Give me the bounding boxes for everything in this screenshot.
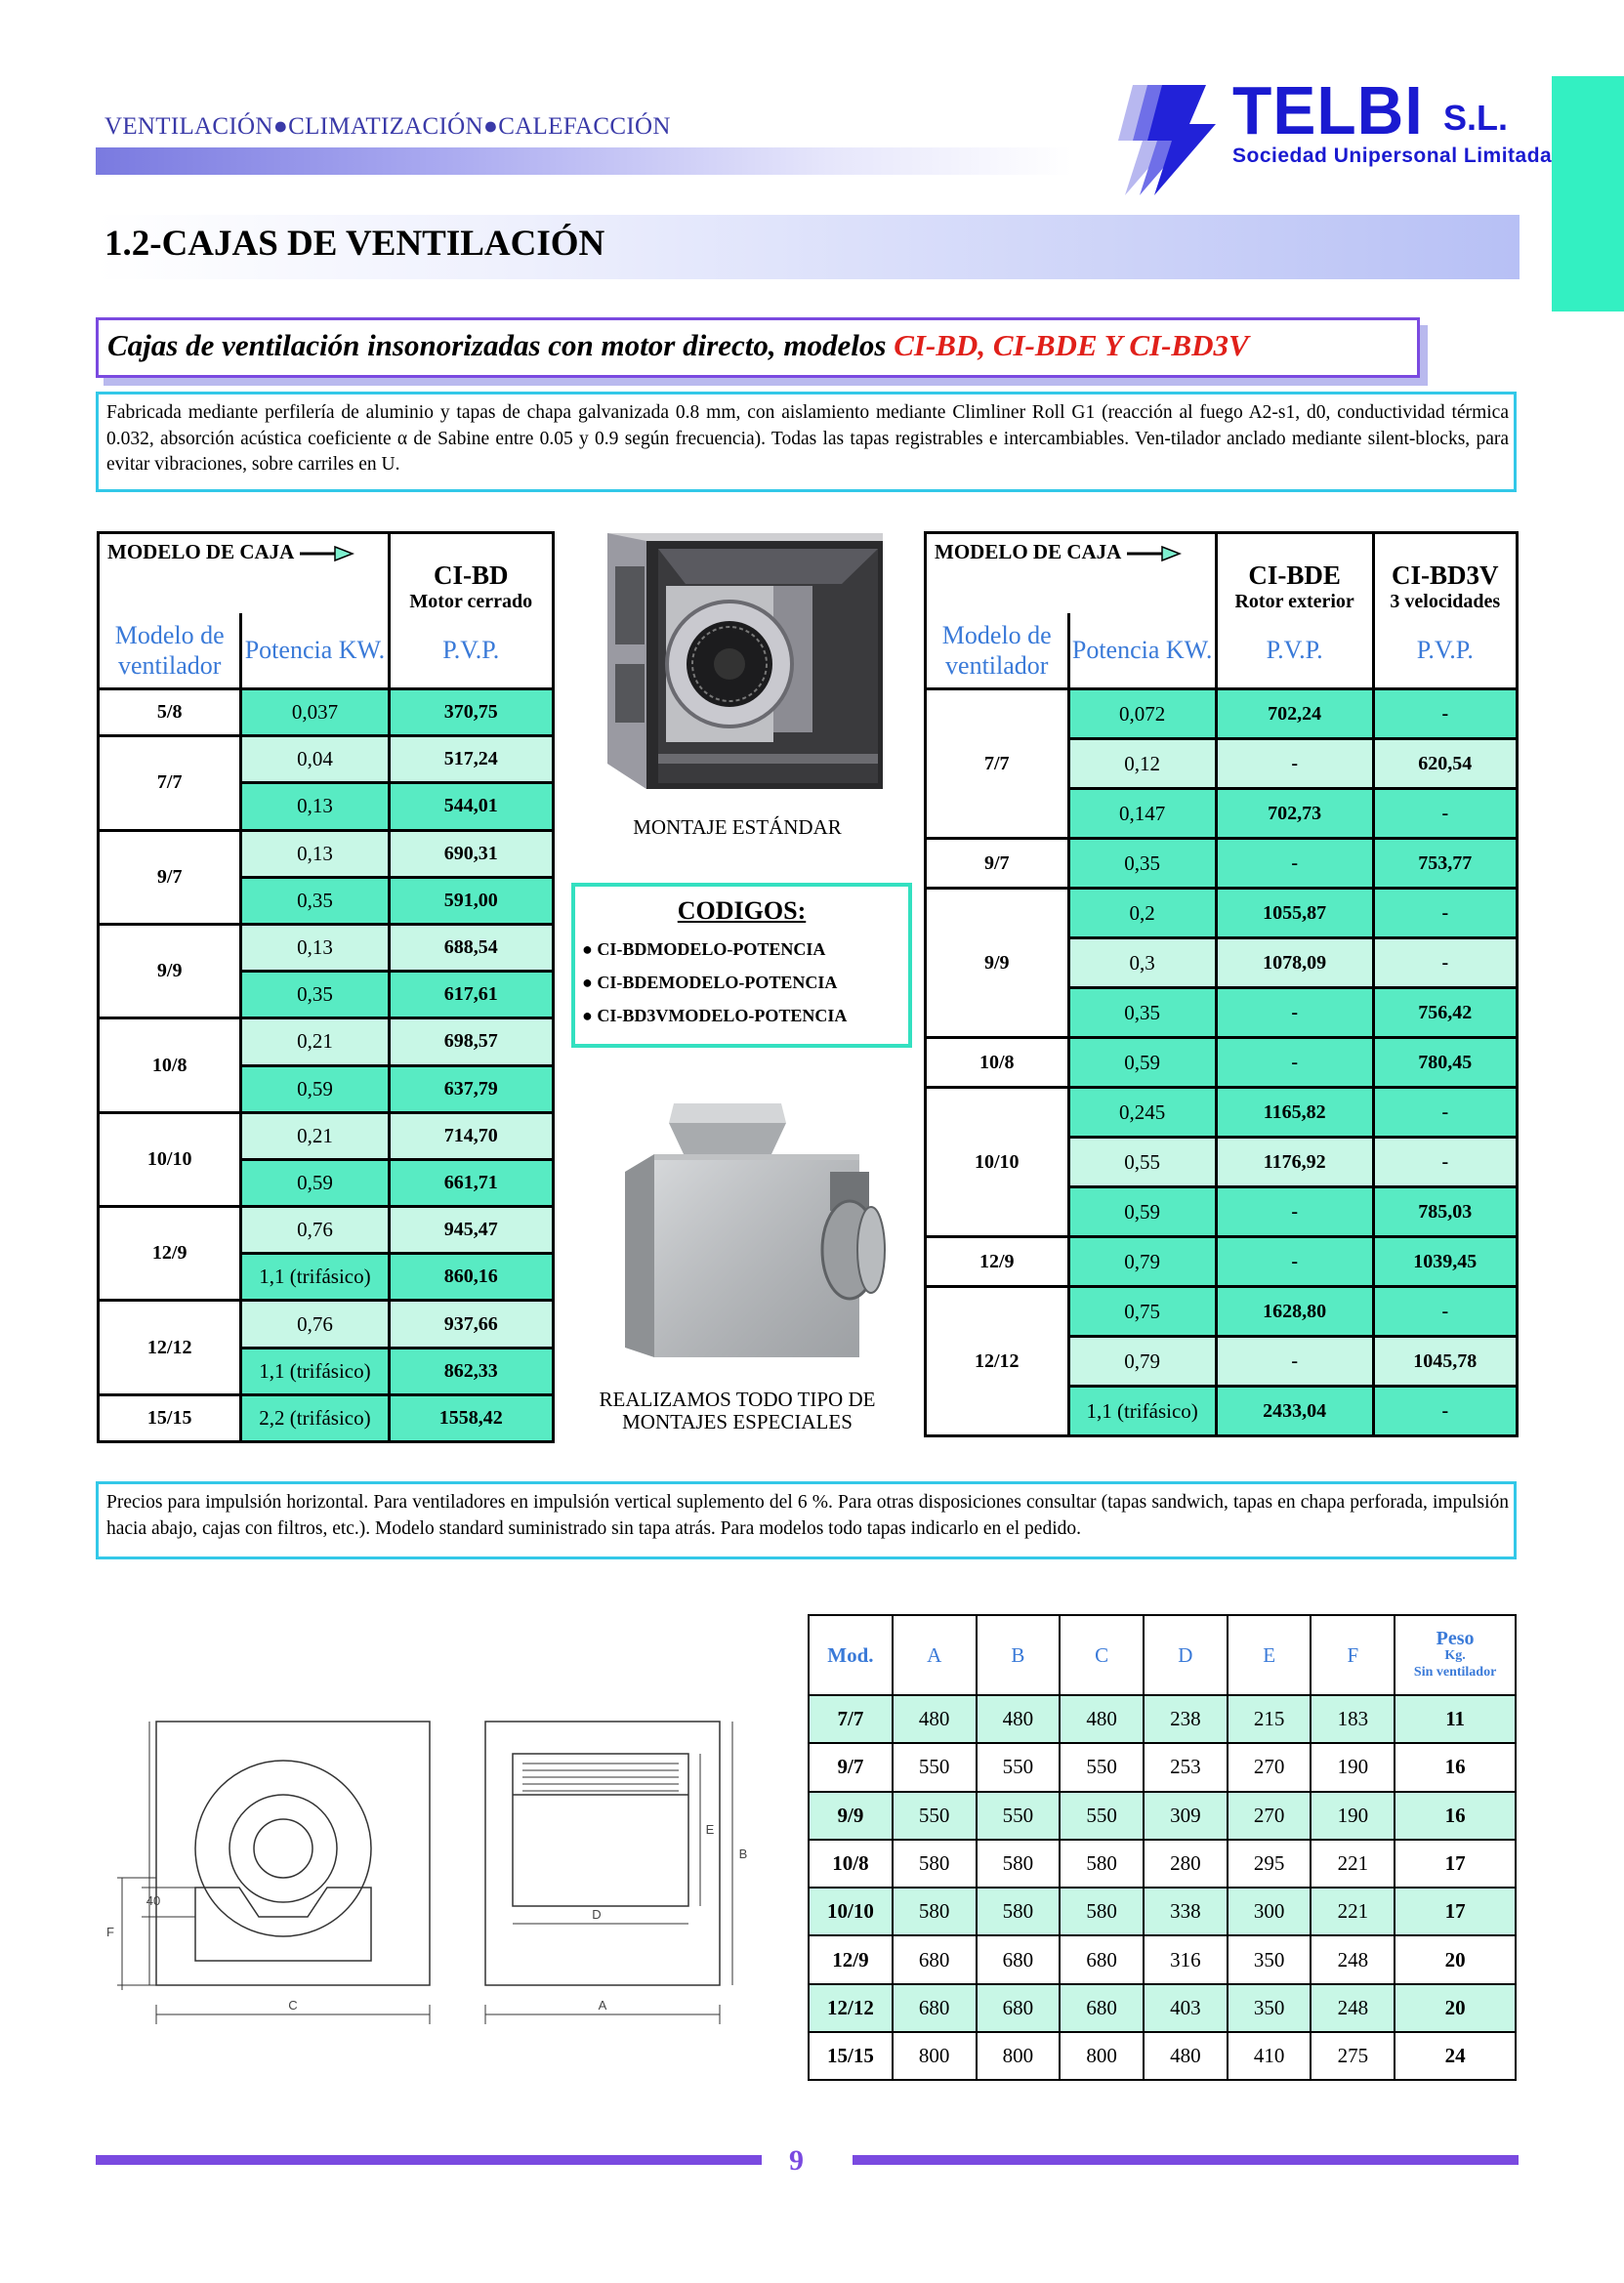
side-tab [1552, 76, 1624, 311]
power-cell: 0,13 [241, 924, 389, 971]
logo-suffix: S.L. [1443, 98, 1509, 138]
dims-header-e: E [1228, 1615, 1312, 1695]
fan-model-cell: 12/12 [99, 1301, 241, 1394]
price-cell: 945,47 [389, 1207, 554, 1254]
fan-model-cell: 9/9 [926, 889, 1069, 1038]
dims-c-cell: 680 [1060, 1984, 1144, 2032]
col-modelo-header: Modelo de ventilador [99, 613, 241, 689]
price-cell-bde: 1165,82 [1216, 1088, 1373, 1138]
dims-f-cell: 221 [1311, 1840, 1395, 1888]
power-cell: 0,75 [1068, 1287, 1216, 1337]
power-cell: 0,59 [1068, 1038, 1216, 1088]
dims-mod-cell: 10/10 [809, 1888, 893, 1935]
header-tagline: VENTILACIÓN●CLIMATIZACIÓN●CALEFACCIÓN [104, 113, 671, 140]
price-cell: 937,66 [389, 1301, 554, 1348]
price-cell: 698,57 [389, 1018, 554, 1065]
dims-weight-cell: 20 [1395, 1984, 1516, 2032]
price-cell-bd3v: - [1373, 889, 1517, 938]
fan-model-cell: 9/7 [926, 839, 1069, 889]
photo-special-caption [571, 1389, 903, 1433]
modelo-caja-label-right: MODELO DE CAJA [926, 533, 1217, 613]
header-bar [96, 147, 1072, 175]
price-cell-bde: 1078,09 [1216, 938, 1373, 988]
dims-weight-cell: 11 [1395, 1695, 1516, 1743]
table-row [99, 830, 554, 877]
fan-model-cell: 10/10 [99, 1112, 241, 1206]
col-pvp1-header: P.V.P. [1216, 613, 1373, 689]
dims-header-b: B [977, 1615, 1061, 1695]
dims-b-cell: 580 [977, 1840, 1061, 1888]
price-cell-bde: 1176,92 [1216, 1138, 1373, 1187]
col-modelo-header: Modelo de ventilador [926, 613, 1069, 689]
price-cell: 591,00 [389, 877, 554, 924]
price-cell-bde: - [1216, 1337, 1373, 1387]
dims-weight-cell: 16 [1395, 1743, 1516, 1791]
fan-model-cell: 10/10 [926, 1088, 1069, 1237]
col-potencia-header: Potencia KW. [1068, 613, 1216, 689]
price-cell: 617,61 [389, 972, 554, 1018]
dims-weight-cell: 17 [1395, 1840, 1516, 1888]
col-potencia-header: Potencia KW. [241, 613, 389, 689]
dims-a-cell: 480 [893, 1695, 977, 1743]
price-cell-bde: 702,73 [1216, 789, 1373, 839]
dims-mod-cell: 15/15 [809, 2032, 893, 2080]
table-row [99, 1207, 554, 1254]
dim-label-d: D [592, 1907, 602, 1922]
dims-row [809, 1935, 1516, 1983]
price-cell-bd3v: - [1373, 938, 1517, 988]
dims-mod-cell: 7/7 [809, 1695, 893, 1743]
dim-label-a: A [598, 1998, 607, 2013]
fan-model-cell: 12/12 [926, 1287, 1069, 1436]
dims-header-a: A [893, 1615, 977, 1695]
price-cell-bde: 1628,80 [1216, 1287, 1373, 1337]
dims-header-d: D [1144, 1615, 1228, 1695]
subtitle [107, 328, 1249, 363]
subtitle-models: CI-BD, CI-BDE Y CI-BD3V [894, 328, 1249, 362]
power-cell: 0,072 [1068, 689, 1216, 739]
caption-line-1: REALIZAMOS TODO TIPO DE [599, 1388, 876, 1411]
price-cell-bde: - [1216, 1187, 1373, 1237]
dims-a-cell: 680 [893, 1935, 977, 1983]
dims-header-c: C [1060, 1615, 1144, 1695]
dims-e-cell: 350 [1228, 1935, 1312, 1983]
dim-label-c: C [288, 1998, 298, 2013]
power-cell: 1,1 (trifásico) [241, 1348, 389, 1394]
price-cell-bd3v: - [1373, 1088, 1517, 1138]
dims-b-cell: 480 [977, 1695, 1061, 1743]
fan-model-cell: 7/7 [926, 689, 1069, 839]
price-table-ci-bd [97, 531, 555, 1443]
technical-drawing [103, 1717, 747, 2029]
power-cell: 0,79 [1068, 1337, 1216, 1387]
fan-model-cell: 7/7 [99, 736, 241, 830]
price-cell-bde: - [1216, 739, 1373, 789]
dims-row [809, 1984, 1516, 2032]
dims-row [809, 1792, 1516, 1840]
codes-title: CODIGOS: [677, 896, 807, 925]
table-row [99, 1301, 554, 1348]
price-cell-bd3v: - [1373, 1387, 1517, 1436]
dims-b-cell: 550 [977, 1792, 1061, 1840]
price-cell: 370,75 [389, 689, 554, 736]
price-cell-bd3v: - [1373, 789, 1517, 839]
power-cell: 0,037 [241, 689, 389, 736]
price-cell: 544,01 [389, 783, 554, 830]
power-cell: 0,35 [1068, 839, 1216, 889]
dims-d-cell: 238 [1144, 1695, 1228, 1743]
price-cell: 661,71 [389, 1159, 554, 1206]
price-cell-bd3v: 780,45 [1373, 1038, 1517, 1088]
dims-row [809, 1840, 1516, 1888]
footer-rule-right [853, 2155, 1519, 2165]
dims-d-cell: 309 [1144, 1792, 1228, 1840]
price-cell: 688,54 [389, 924, 554, 971]
col-pvp-header: P.V.P. [389, 613, 554, 689]
caption-line-2: MONTAJES ESPECIALES [622, 1410, 853, 1433]
dims-row [809, 1743, 1516, 1791]
subtitle-prefix: Cajas de ventilación insonorizadas con motor directo, modelos [107, 328, 895, 362]
power-cell: 0,55 [1068, 1138, 1216, 1187]
dims-a-cell: 580 [893, 1840, 977, 1888]
dims-a-cell: 800 [893, 2032, 977, 2080]
dims-c-cell: 580 [1060, 1888, 1144, 1935]
dims-d-cell: 338 [1144, 1888, 1228, 1935]
dims-b-cell: 680 [977, 1984, 1061, 2032]
power-cell: 0,59 [1068, 1187, 1216, 1237]
dims-f-cell: 183 [1311, 1695, 1395, 1743]
price-cell-bde: - [1216, 988, 1373, 1038]
page-number: 9 [789, 2144, 804, 2177]
dims-a-cell: 580 [893, 1888, 977, 1935]
table-row [99, 689, 554, 736]
fan-model-cell: 9/7 [99, 830, 241, 924]
col-pvp2-header: P.V.P. [1373, 613, 1517, 689]
dims-e-cell: 295 [1228, 1840, 1312, 1888]
power-cell: 0,35 [241, 877, 389, 924]
dims-c-cell: 800 [1060, 2032, 1144, 2080]
price-cell-bde: - [1216, 839, 1373, 889]
power-cell: 0,245 [1068, 1088, 1216, 1138]
power-cell: 0,79 [1068, 1237, 1216, 1287]
price-cell-bd3v: 620,54 [1373, 739, 1517, 789]
power-cell: 0,76 [241, 1207, 389, 1254]
code-item: ● CI-BDMODELO-POTENCIA [582, 939, 826, 959]
model-header-ci-bde: CI-BDE Rotor exterior [1216, 533, 1373, 613]
dims-e-cell: 215 [1228, 1695, 1312, 1743]
price-cell: 860,16 [389, 1254, 554, 1301]
dim-label-f: F [106, 1925, 114, 1939]
arrow-icon [300, 544, 354, 563]
price-cell-bd3v: 753,77 [1373, 839, 1517, 889]
dims-a-cell: 550 [893, 1743, 977, 1791]
table-row [926, 889, 1518, 938]
price-cell-bd3v: - [1373, 1138, 1517, 1187]
dims-row [809, 1695, 1516, 1743]
dims-header-f: F [1311, 1615, 1395, 1695]
footer-rule-left [96, 2155, 762, 2165]
dims-mod-cell: 9/9 [809, 1792, 893, 1840]
dims-d-cell: 316 [1144, 1935, 1228, 1983]
dims-row [809, 1888, 1516, 1935]
dims-weight-cell: 16 [1395, 1792, 1516, 1840]
price-cell: 862,33 [389, 1348, 554, 1394]
fan-model-cell: 9/9 [99, 924, 241, 1017]
table-row [99, 736, 554, 783]
price-cell-bde: 2433,04 [1216, 1387, 1373, 1436]
dims-a-cell: 680 [893, 1984, 977, 2032]
price-cell-bde: - [1216, 1237, 1373, 1287]
price-cell-bd3v: 1045,78 [1373, 1337, 1517, 1387]
power-cell: 1,1 (trifásico) [241, 1254, 389, 1301]
dims-f-cell: 190 [1311, 1792, 1395, 1840]
model-header-ci-bd: CI-BD Motor cerrado [389, 533, 554, 613]
power-cell: 0,35 [241, 972, 389, 1018]
dims-f-cell: 190 [1311, 1743, 1395, 1791]
dim-label-b: B [738, 1847, 747, 1861]
dims-header-mod: Mod. [809, 1615, 893, 1695]
logo-subtitle: Sociedad Unipersonal Limitada [1232, 145, 1553, 167]
power-cell: 0,76 [241, 1301, 389, 1348]
note-text: Precios para impulsión horizontal. Para ventiladores en impulsión vertical suplemento del 6 %. Para otras disposiciones consultar (tapas sandwich, tapas en chapa perforada, impulsión hacia abajo, cajas con filtros, etc.). Modelo standard suministrado sin tapa atrás. Para modelos todo tapas indicarlo en el pedido. [106, 1492, 1509, 1539]
dims-e-cell: 410 [1228, 2032, 1312, 2080]
dims-f-cell: 248 [1311, 1984, 1395, 2032]
dims-b-cell: 680 [977, 1935, 1061, 1983]
dim-label-e: E [705, 1822, 715, 1837]
power-cell: 0,13 [241, 830, 389, 877]
price-table-ci-bde-bd3v [924, 531, 1519, 1437]
modelo-caja-label: MODELO DE CAJA [99, 533, 390, 613]
model-header-ci-bd3v: CI-BD3V 3 velocidades [1373, 533, 1517, 613]
power-cell: 0,2 [1068, 889, 1216, 938]
price-cell: 517,24 [389, 736, 554, 783]
fan-model-cell: 5/8 [99, 689, 241, 736]
section-title: 1.2-CAJAS DE VENTILACIÓN [104, 224, 605, 264]
price-cell: 637,79 [389, 1065, 554, 1112]
dims-b-cell: 580 [977, 1888, 1061, 1935]
price-cell: 714,70 [389, 1112, 554, 1159]
price-cell-bde: 1055,87 [1216, 889, 1373, 938]
dims-row [809, 2032, 1516, 2080]
power-cell: 1,1 (trifásico) [1068, 1387, 1216, 1436]
power-cell: 0,04 [241, 736, 389, 783]
price-cell-bd3v: 1039,45 [1373, 1237, 1517, 1287]
dims-mod-cell: 12/9 [809, 1935, 893, 1983]
dims-c-cell: 680 [1060, 1935, 1144, 1983]
table-row [99, 1112, 554, 1159]
dims-d-cell: 253 [1144, 1743, 1228, 1791]
fan-model-cell: 15/15 [99, 1394, 241, 1441]
logo-name: TELBI [1232, 72, 1424, 148]
dim-label-40: 40 [146, 1893, 161, 1908]
dims-header-weight: Peso Kg. Sin ventilador [1395, 1615, 1516, 1695]
fan-model-cell: 10/8 [926, 1038, 1069, 1088]
dims-e-cell: 300 [1228, 1888, 1312, 1935]
dims-weight-cell: 20 [1395, 1935, 1516, 1983]
dims-d-cell: 280 [1144, 1840, 1228, 1888]
power-cell: 0,21 [241, 1018, 389, 1065]
table-row [926, 1088, 1518, 1138]
price-cell-bde: 702,24 [1216, 689, 1373, 739]
dims-c-cell: 550 [1060, 1743, 1144, 1791]
power-cell: 0,59 [241, 1159, 389, 1206]
power-cell: 0,13 [241, 783, 389, 830]
dims-weight-cell: 24 [1395, 2032, 1516, 2080]
code-item: ● CI-BDEMODELO-POTENCIA [582, 973, 838, 992]
price-cell-bd3v: - [1373, 689, 1517, 739]
dims-a-cell: 550 [893, 1792, 977, 1840]
fan-model-cell: 10/8 [99, 1018, 241, 1112]
dims-b-cell: 800 [977, 2032, 1061, 2080]
table-row [926, 839, 1518, 889]
fan-model-cell: 12/9 [99, 1207, 241, 1301]
dims-e-cell: 270 [1228, 1743, 1312, 1791]
codes-list [582, 933, 847, 1032]
power-cell: 0,21 [241, 1112, 389, 1159]
power-cell: 0,59 [241, 1065, 389, 1112]
dims-c-cell: 580 [1060, 1840, 1144, 1888]
dims-f-cell: 248 [1311, 1935, 1395, 1983]
power-cell: 0,35 [1068, 988, 1216, 1038]
description-text: Fabricada mediante perfilería de aluminio y tapas de chapa galvanizada 0.8 mm, con aislamiento mediante Climliner Roll G1 (reacción al fuego A2-s1, d0, conductividad térmica 0.032, absorción acústica coeficiente α de Sabine entre 0.05 y 0.9 según frecuencia). Todas las tapas registrables e intercambiables. Ven-tilador anclado mediante silent-blocks, para evitar vibraciones, sobre carriles en U. [106, 402, 1509, 475]
price-cell: 690,31 [389, 830, 554, 877]
price-cell-bd3v: - [1373, 1287, 1517, 1337]
dims-mod-cell: 12/12 [809, 1984, 893, 2032]
dims-b-cell: 550 [977, 1743, 1061, 1791]
dims-d-cell: 480 [1144, 2032, 1228, 2080]
dims-f-cell: 275 [1311, 2032, 1395, 2080]
power-cell: 2,2 (trifásico) [241, 1394, 389, 1441]
power-cell: 0,3 [1068, 938, 1216, 988]
price-cell-bd3v: 756,42 [1373, 988, 1517, 1038]
table-row [926, 1287, 1518, 1337]
fan-model-cell: 12/9 [926, 1237, 1069, 1287]
dims-e-cell: 350 [1228, 1984, 1312, 2032]
power-cell: 0,12 [1068, 739, 1216, 789]
dimensions-table [808, 1614, 1517, 2081]
dims-e-cell: 270 [1228, 1792, 1312, 1840]
dims-c-cell: 550 [1060, 1792, 1144, 1840]
dims-f-cell: 221 [1311, 1888, 1395, 1935]
product-photo-special [615, 1094, 889, 1377]
dims-d-cell: 403 [1144, 1984, 1228, 2032]
product-photo-standard [598, 527, 887, 810]
price-cell: 1558,42 [389, 1394, 554, 1441]
table-row [926, 1038, 1518, 1088]
arrow-icon [1127, 544, 1182, 563]
dims-weight-cell: 17 [1395, 1888, 1516, 1935]
table-row [926, 1237, 1518, 1287]
dims-c-cell: 480 [1060, 1695, 1144, 1743]
code-item: ● CI-BD3VMODELO-POTENCIA [582, 1006, 848, 1025]
price-cell-bde: - [1216, 1038, 1373, 1088]
dims-mod-cell: 10/8 [809, 1840, 893, 1888]
power-cell: 0,147 [1068, 789, 1216, 839]
logo-lightning-icon [1103, 80, 1230, 197]
table-row [99, 924, 554, 971]
price-cell-bd3v: 785,03 [1373, 1187, 1517, 1237]
table-row [926, 689, 1518, 739]
photo-standard-caption: MONTAJE ESTÁNDAR [633, 815, 842, 839]
table-row [99, 1394, 554, 1441]
table-row [99, 1018, 554, 1065]
dims-mod-cell: 9/7 [809, 1743, 893, 1791]
